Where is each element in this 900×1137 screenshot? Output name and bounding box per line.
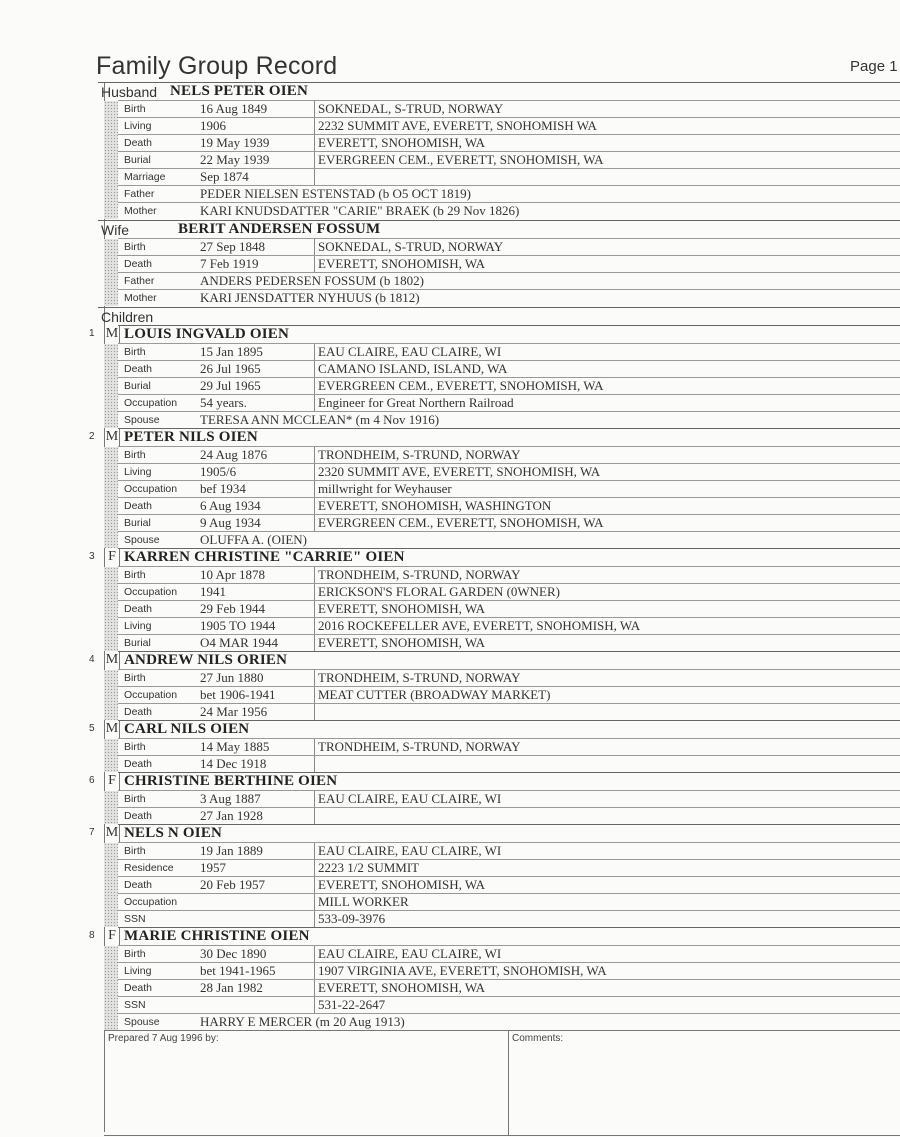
fact-date: O4 MAR 1944 [200, 635, 279, 650]
child-fact-row [118, 343, 900, 361]
husband-fact-row [118, 202, 900, 220]
fact-date: 20 Feb 1957 [200, 877, 265, 892]
fact-place: EVERETT, SNOHOMISH, WA [314, 601, 485, 618]
child-fact-row [118, 617, 900, 635]
fact-place: 2232 SUMMIT AVE, EVERETT, SNOHOMISH WA [314, 118, 597, 135]
child-fact-row [118, 1013, 900, 1031]
child-number: 3 [89, 551, 95, 562]
child-fact-row [118, 514, 900, 532]
child-number: 7 [89, 827, 95, 838]
fact-field-label: Birth [124, 741, 146, 753]
child-shading [104, 843, 118, 927]
fact-field-label: Residence [124, 862, 174, 874]
fact-place: SOKNEDAL, S-TRUD, NORWAY [314, 101, 503, 118]
fact-date: 1906 [200, 118, 226, 133]
fact-place [314, 756, 318, 773]
fact-value: TERESA ANN MCCLEAN* (m 4 Nov 1916) [200, 412, 440, 427]
fact-place: 531-22-2647 [314, 997, 385, 1014]
fact-place: EAU CLAIRE, EAU CLAIRE, WI [314, 946, 501, 963]
husband-label: Husband [101, 84, 158, 100]
fact-place [314, 704, 318, 721]
wife-label: Wife [101, 222, 129, 238]
child-shading [104, 344, 118, 428]
fact-place: 2016 ROCKEFELLER AVE, EVERETT, SNOHOMISH, WA [314, 618, 640, 635]
fact-date: 54 years. [200, 395, 247, 410]
child-fact-row [118, 497, 900, 515]
child-header [118, 824, 900, 843]
fact-place: EAU CLAIRE, EAU CLAIRE, WI [314, 344, 501, 361]
fact-place: 2223 1/2 SUMMIT [314, 860, 419, 877]
comments-label: Comments: [512, 1033, 564, 1044]
fact-field-label: Death [124, 810, 153, 822]
fact-field-label: Death [124, 982, 153, 994]
fact-place: Engineer for Great Northern Railroad [314, 395, 514, 412]
husband-shading [104, 101, 118, 219]
husband-fact-row [118, 100, 900, 118]
fact-field-label: Living [124, 620, 152, 632]
fact-date: 3 Aug 1887 [200, 791, 261, 806]
child-fact-row [118, 480, 900, 498]
child-fact-row [118, 979, 900, 997]
child-number: 2 [89, 431, 95, 442]
child-header [118, 428, 900, 447]
wife-fact-row [118, 272, 900, 290]
fact-field-label: Spouse [124, 1016, 160, 1028]
fact-field-label: Occupation [124, 483, 178, 495]
fact-place: EVERETT, SNOHOMISH, WA [314, 980, 485, 997]
child-shading [104, 670, 118, 720]
husband-fact-row [118, 151, 900, 169]
child-shading [104, 567, 118, 651]
fact-field-label: Death [124, 363, 153, 375]
fact-place: TRONDHEIM, S-TRUND, NORWAY [314, 447, 520, 464]
fact-field-label: Death [124, 603, 153, 615]
child-number: 6 [89, 775, 95, 786]
fact-date: 26 Jul 1965 [200, 361, 261, 376]
child-sex: M [105, 721, 119, 736]
child-name: LOUIS INGVALD OIEN [124, 326, 290, 342]
fact-date: 27 Jan 1928 [200, 808, 263, 823]
footer-divider [508, 1031, 509, 1135]
fact-field-label: Death [124, 879, 153, 891]
child-fact-row [118, 600, 900, 618]
wife-fact-row [118, 255, 900, 273]
fact-date: 7 Feb 1919 [200, 256, 259, 271]
child-fact-row [118, 859, 900, 877]
child-number: 4 [89, 654, 95, 665]
husband-fact-row [118, 134, 900, 152]
fact-date: 15 Jan 1895 [200, 344, 263, 359]
child-fact-row [118, 945, 900, 963]
child-sex: M [105, 429, 119, 444]
fact-field-label: Birth [124, 948, 146, 960]
prepared-by: Prepared 7 Aug 1996 by: [108, 1033, 219, 1044]
fact-field-label: Occupation [124, 397, 178, 409]
child-header [118, 772, 900, 791]
children-label: Children [101, 309, 154, 325]
child-sex: M [105, 825, 119, 840]
wife-fact-row [118, 289, 900, 307]
child-name: MARIE CHRISTINE OIEN [124, 928, 310, 944]
fact-place: SOKNEDAL, S-TRUD, NORWAY [314, 239, 503, 256]
fact-date: 1957 [200, 860, 226, 875]
fact-date: bef 1934 [200, 481, 246, 496]
child-sex: F [104, 928, 120, 945]
fact-field-label: Death [124, 706, 153, 718]
fact-place: TRONDHEIM, S-TRUND, NORWAY [314, 567, 520, 584]
fact-field-label: Birth [124, 103, 146, 115]
fact-date: 16 Aug 1849 [200, 101, 268, 116]
fact-field-label: Birth [124, 241, 146, 253]
child-fact-row [118, 842, 900, 860]
child-name: CARL NILS OIEN [124, 721, 250, 737]
fact-field-label: Burial [124, 517, 151, 529]
fact-date: 1941 [200, 584, 226, 599]
fact-date: 14 May 1885 [200, 739, 270, 754]
fact-field-label: Birth [124, 569, 146, 581]
fact-field-label: Occupation [124, 896, 178, 908]
fact-place: EVERETT, SNOHOMISH, WA [314, 135, 485, 152]
page-number: Page 1 [850, 58, 898, 75]
husband-header [98, 82, 900, 101]
fact-place: TRONDHEIM, S-TRUND, NORWAY [314, 670, 520, 687]
husband-fact-row [118, 117, 900, 135]
child-fact-row [118, 910, 900, 928]
fact-field-label: Mother [124, 205, 157, 217]
child-sex: F [104, 549, 120, 566]
child-name: KARREN CHRISTINE "CARRIE" OIEN [124, 549, 405, 565]
fact-field-label: Mother [124, 292, 157, 304]
child-shading [104, 946, 118, 1030]
fact-place: EVERETT, SNOHOMISH, WA [314, 256, 485, 273]
child-fact-row [118, 962, 900, 980]
child-fact-row [118, 755, 900, 773]
fact-field-label: Birth [124, 793, 146, 805]
fact-value: ANDERS PEDERSEN FOSSUM (b 1802) [200, 273, 424, 288]
fact-date: 10 Apr 1878 [200, 567, 265, 582]
wife-header [98, 220, 900, 239]
fact-field-label: Burial [124, 154, 151, 166]
wife-name: BERIT ANDERSEN FOSSUM [178, 221, 381, 237]
fact-place: MEAT CUTTER (BROADWAY MARKET) [314, 687, 550, 704]
fact-date: 29 Jul 1965 [200, 378, 261, 393]
fact-place: EAU CLAIRE, EAU CLAIRE, WI [314, 791, 501, 808]
fact-place: 1907 VIRGINIA AVE, EVERETT, SNOHOMISH, WA [314, 963, 607, 980]
fact-place [314, 808, 318, 825]
child-fact-row [118, 377, 900, 395]
child-fact-row [118, 893, 900, 911]
child-fact-row [118, 686, 900, 704]
fact-place: millwright for Weyhauser [314, 481, 452, 498]
child-shading [104, 447, 118, 548]
fact-date: 14 Dec 1918 [200, 756, 267, 771]
husband-fact-row [118, 185, 900, 203]
fact-date: bet 1941-1965 [200, 963, 276, 978]
child-header [118, 720, 900, 739]
child-fact-row [118, 394, 900, 412]
fact-place: EVERETT, SNOHOMISH, WA [314, 877, 485, 894]
child-header [118, 927, 900, 946]
fact-field-label: Birth [124, 449, 146, 461]
children-header [98, 307, 900, 326]
fact-field-label: Father [124, 275, 155, 287]
fact-date: 29 Feb 1944 [200, 601, 265, 616]
husband-fact-row [118, 168, 900, 186]
child-header [118, 548, 900, 567]
fact-field-label: Occupation [124, 586, 178, 598]
fact-date: 22 May 1939 [200, 152, 270, 167]
child-name: PETER NILS OIEN [124, 429, 258, 445]
child-name: CHRISTINE BERTHINE OIEN [124, 773, 338, 789]
child-fact-row [118, 463, 900, 481]
fact-field-label: Living [124, 120, 152, 132]
fact-date: 27 Sep 1848 [200, 239, 265, 254]
fact-field-label: Living [124, 466, 152, 478]
fact-date: 24 Mar 1956 [200, 704, 268, 719]
child-number: 5 [89, 723, 95, 734]
fact-place: 2320 SUMMIT AVE, EVERETT, SNOHOMISH, WA [314, 464, 600, 481]
fact-field-label: Occupation [124, 689, 178, 701]
fact-field-label: Spouse [124, 414, 160, 426]
fact-field-label: Marriage [124, 171, 166, 183]
child-fact-row [118, 566, 900, 584]
fact-field-label: Burial [124, 380, 151, 392]
fact-field-label: Death [124, 758, 153, 770]
fact-date: bet 1906-1941 [200, 687, 276, 702]
child-fact-row [118, 876, 900, 894]
husband-name: NELS PETER OIEN [170, 83, 309, 99]
fact-date: 30 Dec 1890 [200, 946, 267, 961]
fact-place: CAMANO ISLAND, ISLAND, WA [314, 361, 507, 378]
wife-fact-row [118, 238, 900, 256]
fact-field-label: Birth [124, 845, 146, 857]
fact-date: 9 Aug 1934 [200, 515, 261, 530]
fact-place: 533-09-3976 [314, 911, 385, 928]
fact-field-label: Birth [124, 672, 146, 684]
fact-field-label: Birth [124, 346, 146, 358]
child-fact-row [118, 531, 900, 549]
fact-value: HARRY E MERCER (m 20 Aug 1913) [200, 1014, 405, 1029]
fact-place: EAU CLAIRE, EAU CLAIRE, WI [314, 843, 501, 860]
fact-field-label: Spouse [124, 534, 160, 546]
child-sex: M [105, 326, 119, 341]
fact-date: Sep 1874 [200, 169, 249, 184]
fact-place: EVERGREEN CEM., EVERETT, SNOHOMISH, WA [314, 378, 604, 395]
wife-shading [104, 239, 118, 306]
fact-field-label: SSN [124, 999, 146, 1011]
child-fact-row [118, 738, 900, 756]
child-sex: M [105, 652, 119, 667]
fact-value: KARI KNUDSDATTER "CARIE" BRAEK (b 29 Nov 1826) [200, 203, 520, 218]
child-number: 8 [89, 930, 95, 941]
fact-field-label: Burial [124, 637, 151, 649]
fact-place: EVERETT, SNOHOMISH, WASHINGTON [314, 498, 551, 515]
fact-date: 27 Jun 1880 [200, 670, 264, 685]
child-sex: F [104, 773, 120, 790]
fact-value: PEDER NIELSEN ESTENSTAD (b O5 OCT 1819) [200, 186, 471, 201]
child-fact-row [118, 790, 900, 808]
child-name: NELS N OIEN [124, 825, 223, 841]
fact-place [314, 169, 318, 186]
child-fact-row [118, 360, 900, 378]
fact-value: OLUFFA A. (OIEN) [200, 532, 308, 547]
child-header [118, 651, 900, 670]
fact-field-label: SSN [124, 913, 146, 925]
fact-place: ERICKSON'S FLORAL GARDEN (0WNER) [314, 584, 560, 601]
fact-date: 6 Aug 1934 [200, 498, 261, 513]
fact-date: 1905 TO 1944 [200, 618, 276, 633]
fact-place: EVERGREEN CEM., EVERETT, SNOHOMISH, WA [314, 515, 604, 532]
child-shading [104, 739, 118, 772]
page-title: Family Group Record [96, 52, 338, 80]
fact-field-label: Death [124, 500, 153, 512]
child-header [118, 325, 900, 344]
fact-date: 24 Aug 1876 [200, 447, 268, 462]
fact-date: 28 Jan 1982 [200, 980, 263, 995]
child-fact-row [118, 807, 900, 825]
fact-field-label: Living [124, 965, 152, 977]
fact-place: EVERETT, SNOHOMISH, WA [314, 635, 485, 652]
child-name: ANDREW NILS ORIEN [124, 652, 288, 668]
fact-date: 1905/6 [200, 464, 237, 479]
child-fact-row [118, 996, 900, 1014]
fact-field-label: Death [124, 258, 153, 270]
fact-place: TRONDHEIM, S-TRUND, NORWAY [314, 739, 520, 756]
child-fact-row [118, 634, 900, 652]
fact-date: 19 May 1939 [200, 135, 270, 150]
fact-value: KARI JENSDATTER NYHUUS (b 1812) [200, 290, 420, 305]
fact-field-label: Death [124, 137, 153, 149]
record-footer [104, 1030, 900, 1136]
child-fact-row [118, 669, 900, 687]
child-fact-row [118, 446, 900, 464]
child-number: 1 [89, 328, 95, 339]
fact-place: EVERGREEN CEM., EVERETT, SNOHOMISH, WA [314, 152, 604, 169]
child-fact-row [118, 583, 900, 601]
fact-place: MILL WORKER [314, 894, 409, 911]
fact-field-label: Father [124, 188, 155, 200]
child-fact-row [118, 703, 900, 721]
fact-date: 19 Jan 1889 [200, 843, 263, 858]
child-fact-row [118, 411, 900, 429]
child-shading [104, 791, 118, 824]
